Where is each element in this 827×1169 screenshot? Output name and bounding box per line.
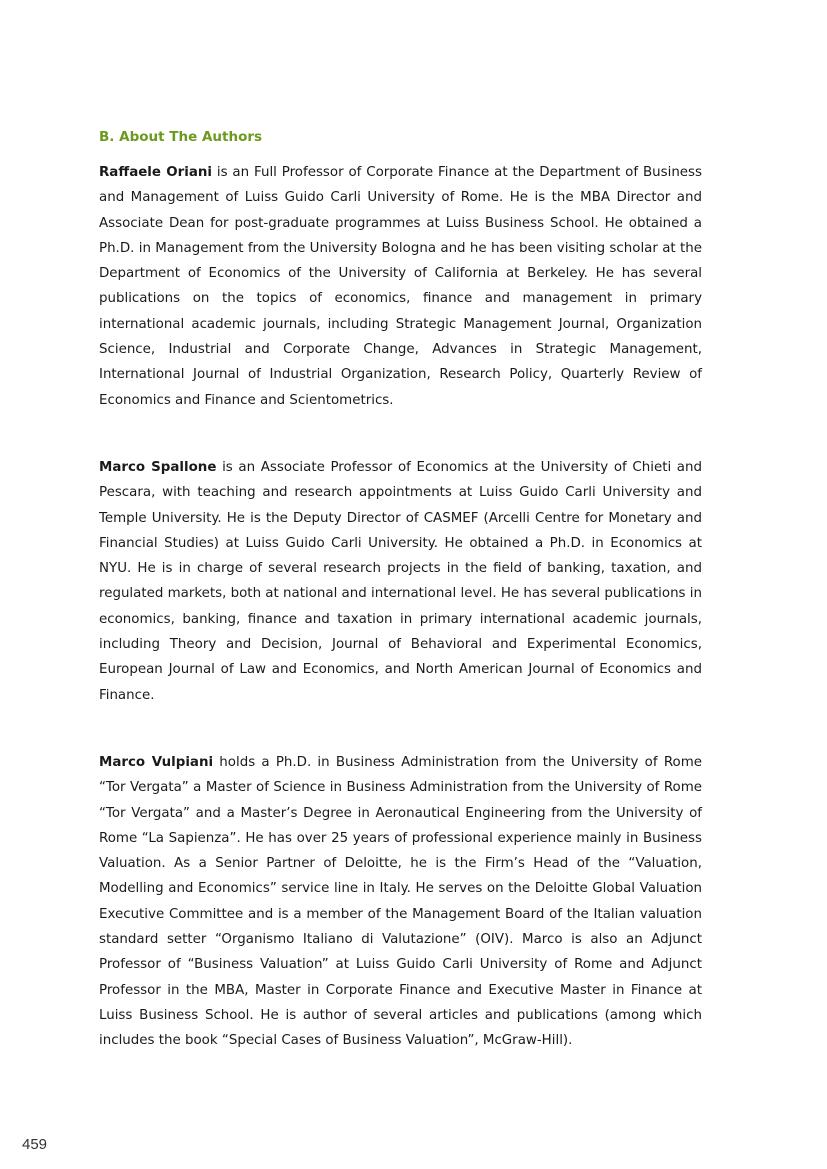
author-name: Marco Vulpiani [99,755,214,770]
author-bio [99,160,702,413]
author-bio-text: is an Full Professor of Corporate Finance at the Department of Business and Management of Luiss Guido Carli University of Rome. He is the MBA Director and Associate Dean for post-graduate programmes at Luiss Business School. He obtained a Ph.D. in Management from the University Bologna and he has been visiting scholar at the Department of Economics of the University of California at Berkeley. He has several publications on the topics of economics, finance and management in primary international academic journals, including Strategic Management Journal, Organization Science, Industrial and Corporate Change, Advances in Strategic Management, International Journal of Industrial Organization, Research Policy, Quarterly Review of Economics and Finance and Scientometrics. [99,165,703,408]
author-bio-text: is an Associate Professor of Economics at the University of Chieti and Pescara, with teaching and research appointments at Luiss Guido Carli University and Temple University. He is the Deputy Director of CASMEF (Arcelli Centre for Monetary and Financial Studies) at Luiss Guido Carli University. He obtained a Ph.D. in Economics at NYU. He is in charge of several research projects in the field of banking, taxation, and regulated markets, both at national and international level. He has several publications in economics, banking, finance and taxation in primary international academic journals, including Theory and Decision, Journal of Behavioral and Experimental Economics, European Journal of Law and Economics, and North American Journal of Economics and Finance. [99,460,702,703]
author-bio [99,750,702,1054]
author-name: Raffaele Oriani [99,165,212,180]
author-bio [99,455,702,708]
page-number: 459 [22,1136,48,1153]
author-name: Marco Spallone [99,460,217,475]
section-title: B. About The Authors [99,129,263,145]
author-bio-text: holds a Ph.D. in Business Administration from the University of Rome “Tor Vergata” a Master of Science in Business Administration from the University of Rome “Tor Vergata” and a Master’s Degree in Aeronautical Engineering from the University of Rome “La Sapienza”. He has over 25 years of professional experience mainly in Business Valuation. As a Senior Partner of Deloitte, he is the Firm’s Head of the “Valuation, Modelling and Economics” service line in Italy. He serves on the Deloitte Global Valuation Executive Committee and is a member of the Management Board of the Italian valuation standard setter “Organismo Italiano di Valutazione” (OIV). Marco is also an Adjunct Professor of “Business Valuation” at Luiss Guido Carli University of Rome and Adjunct Professor in the MBA, Master in Corporate Finance and Executive Master in Finance at Luiss Business School. He is author of several articles and publications (among which includes the book “Special Cases of Business Valuation”, McGraw-Hill). [99,755,702,1049]
